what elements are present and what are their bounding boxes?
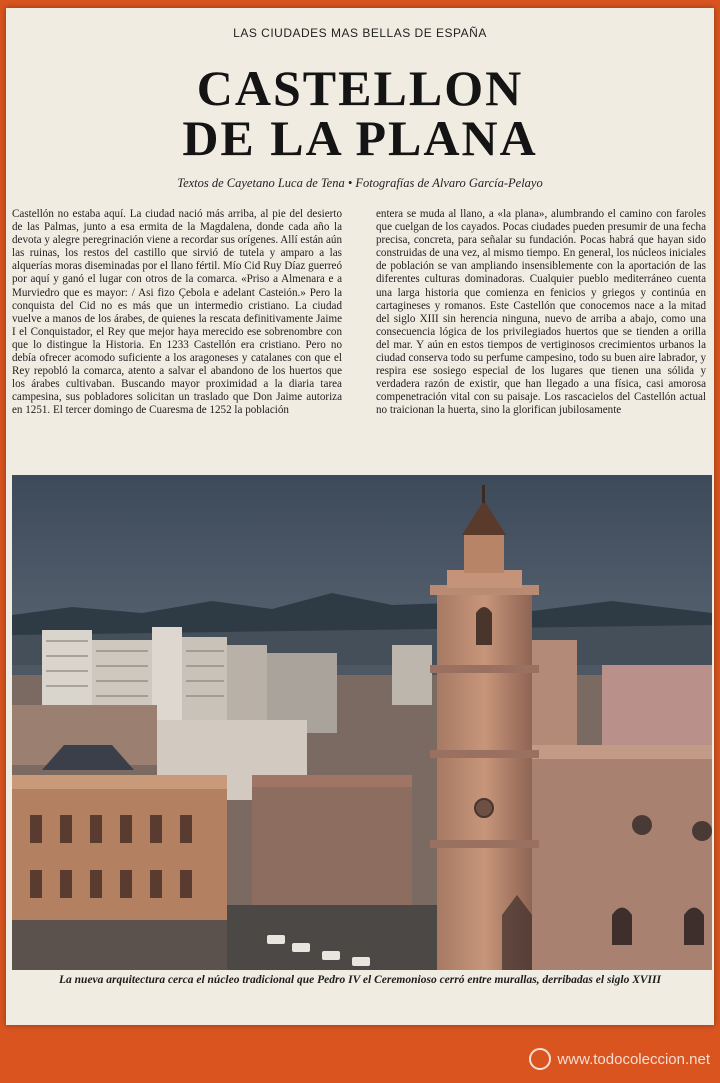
byline: Textos de Cayetano Luca de Tena • Fotografías de Alvaro García-Pelayo xyxy=(177,176,543,190)
city-photo xyxy=(12,475,712,970)
article-column-right: entera se muda al llano, a «la plana», alumbrando el camino con faroles que cuelgan de los cayados. Pocas ciudades pueden presumir de una fecha precisa, concreta, para señalar su fundación. Pocas habrá que hayan sido construidas de una vez, al mismo tiempo. En general, los núcleos iniciales de población se van ampliando insensiblemente con la aportación de las diferentes culturas dominadoras. Cualquier pueblo mediterráneo cuenta una larga historia que comienza en fenicios y griegos y continúa en cartagineses y romanos. Este Castellón que conocemos nace a la mitad del siglo XIII sin herencia ninguna, nuevo de arriba a abajo, como una consecuencia lógica de los privilegiados huertos que se tienden a orilla del mar. Y aún en estos tiempos de vertiginosos crecimientos urbanos la ciudad conserva todo su perfume campesino, todo su buen aire labrador, y respira ese sosiego especial de los lugares que tienen una sólida y verdadera razón de existir, que han llegado a una física, casi amorosa compenetración vital con su paisaje. Los rascacielos del Castellón actual no traicionan la huerta, sino la glorifican jubilosamente xyxy=(376,208,706,417)
photo-caption: La nueva arquitectura cerca el núcleo tradicional que Pedro IV el Ceremonioso cerró entre murallas, derribadas el siglo XVIII xyxy=(59,974,661,986)
magazine-page xyxy=(6,8,714,1025)
watermark-text: www.todocoleccion.net xyxy=(557,1050,710,1068)
title-line-1: CASTELLON xyxy=(196,60,524,116)
watermark xyxy=(529,1048,710,1070)
todocoleccion-logo-icon xyxy=(529,1048,551,1070)
title-line-2: DE LA PLANA xyxy=(182,110,538,166)
article-column-left: Castellón no estaba aquí. La ciudad nació más arriba, al pie del desierto de las Palmas, junto a esa ermita de la Magdalena, donde cada año la devota y alegre peregrinación viene a recordar sus orígenes. Allí están aún las ruinas, los restos del castillo que sirvió de tutela y amparo a las alquerías moras diseminadas por el llano fértil. Mío Cid Ruy Díaz guerreó por aquí y ganó el lugar con otros de la comarca. «Priso a Almenara e a Murviedro que es mayor: / Asi fizo Çebola e adelant Casteión.» Pero la conquista del Cid no es más que un intermedio cristiano. La ciudad vuelve a manos de los árabes, de quienes la rescata definitivamente Jaime I el Conquistador, el Rey que mejor haya merecido ese sobrenombre con que lo distingue la Historia. En 1233 Castellón era cristiano. Pero no debía ofrecer acomodo suficiente a los aragoneses y catalanes con que el Rey repobló la comarca, atento a salvar el abandono de los huertos que los árabes cultivaban. Buscando mayor proximidad a la diaria tarea campesina, sus pobladores solicitan un traslado que Don Jaime autoriza en 1251. El tercer domingo de Cuaresma de 1252 la población xyxy=(12,208,342,417)
series-heading: LAS CIUDADES MAS BELLAS DE ESPAÑA xyxy=(233,26,487,40)
